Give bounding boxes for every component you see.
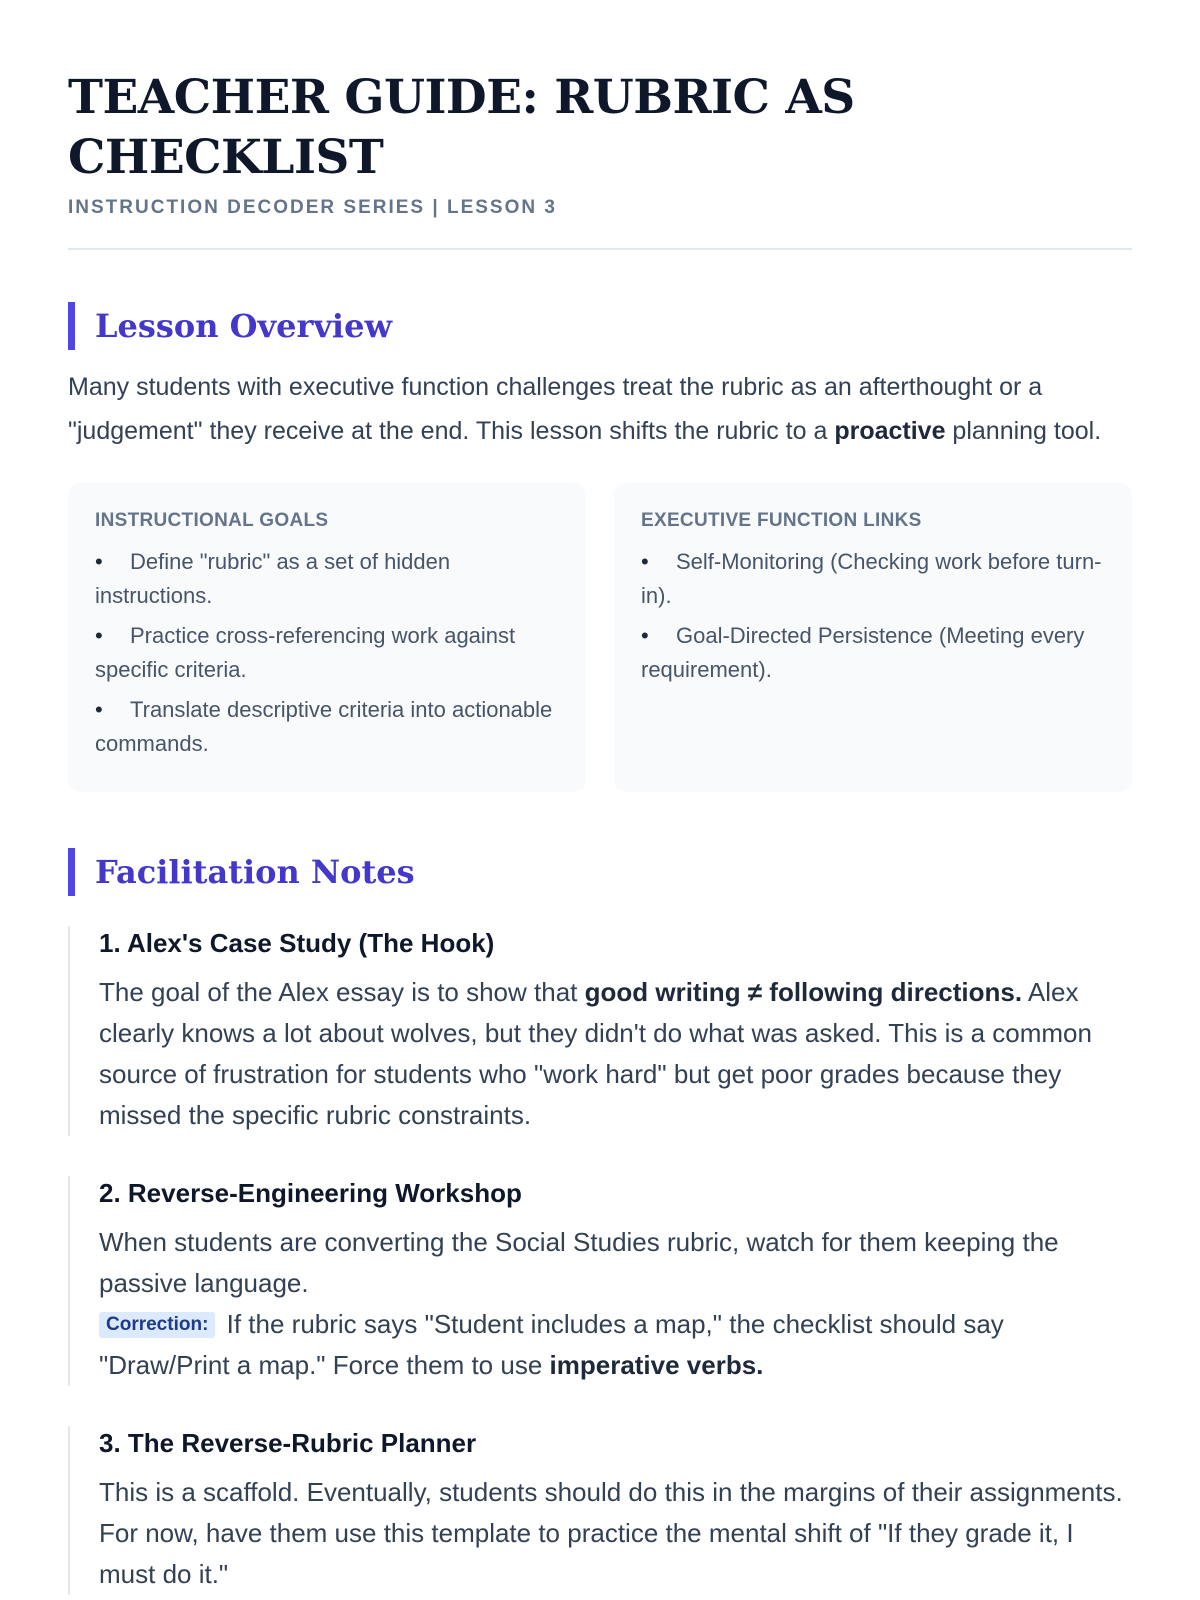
note-text: When students are converting the Social Studies rubric, watch for them keeping the passive language. xyxy=(99,1227,1059,1298)
bullet-icon: • xyxy=(641,549,649,574)
series-subtitle: INSTRUCTION DECODER SERIES | LESSON 3 xyxy=(68,197,557,218)
document-header xyxy=(68,0,1132,250)
overview-paragraph xyxy=(68,365,1132,453)
note-body xyxy=(99,1222,1132,1386)
page-title: TEACHER GUIDE: RUBRIC AS CHECKLIST xyxy=(68,70,855,185)
list-item-text: Goal-Directed Persistence (Meeting every requirement). xyxy=(641,623,1085,682)
executive-function-links-card xyxy=(614,483,1132,792)
note-title: 2. Reverse-Engineering Workshop xyxy=(99,1178,522,1208)
note-body: This is a scaffold. Eventually, students should do this in the margins of their assignments. For now, have them use this template to practice the mental shift of "If they grade it, I must do it." xyxy=(99,1477,1123,1589)
note-text: If the rubric says "Student includes a map," the checklist should say "Draw/Print a map." Force them to use xyxy=(99,1309,1004,1380)
facilitation-note-2 xyxy=(68,1176,1132,1386)
overview-text-2: planning tool. xyxy=(945,417,1102,445)
list-item xyxy=(95,545,559,613)
list-item-text: Translate descriptive criteria into actionable commands. xyxy=(95,697,553,756)
list-item xyxy=(641,545,1105,613)
section-heading-overview: Lesson Overview xyxy=(68,302,1132,350)
info-cards xyxy=(68,483,1132,792)
note-body xyxy=(99,972,1132,1136)
instructional-goals-card xyxy=(68,483,586,792)
card-title: EXECUTIVE FUNCTION LINKS xyxy=(641,510,922,531)
note-emphasis: good writing ≠ following directions. xyxy=(584,977,1023,1007)
bullet-icon: • xyxy=(95,623,103,648)
overview-bold-term: proactive xyxy=(834,417,946,445)
note-title: 1. Alex's Case Study (The Hook) xyxy=(99,928,495,958)
list-item xyxy=(95,619,559,687)
correction-badge: Correction: xyxy=(99,1312,215,1338)
note-text: Alex clearly knows a lot about wolves, but they didn't do what was asked. This is a common source of frustration for students who "work hard" but get poor grades because they missed the specific rubric constraints. xyxy=(99,977,1092,1130)
list-item xyxy=(641,619,1105,687)
list-item xyxy=(95,693,559,761)
bullet-icon: • xyxy=(95,697,103,722)
list-item-text: Practice cross-referencing work against specific criteria. xyxy=(95,623,516,682)
note-text: The goal of the Alex essay is to show that xyxy=(99,977,585,1007)
overview-text-1: Many students with executive function challenges treat the rubric as an afterthought or a "judgement" they receive at the end. This lesson shifts the rubric to a xyxy=(68,373,1043,445)
list-item-text: Self-Monitoring (Checking work before turn-in). xyxy=(641,549,1102,608)
goals-list xyxy=(95,545,559,761)
bullet-icon: • xyxy=(641,623,649,648)
card-title: INSTRUCTIONAL GOALS xyxy=(95,510,329,531)
note-title: 3. The Reverse-Rubric Planner xyxy=(99,1428,477,1458)
note-emphasis: imperative verbs. xyxy=(549,1350,764,1380)
facilitation-note-1 xyxy=(68,926,1132,1136)
facilitation-note-3 xyxy=(68,1426,1132,1595)
list-item-text: Define "rubric" as a set of hidden instructions. xyxy=(95,549,451,608)
bullet-icon: • xyxy=(95,549,103,574)
ef-links-list xyxy=(641,545,1105,687)
section-heading-facilitation: Facilitation Notes xyxy=(68,848,1132,896)
